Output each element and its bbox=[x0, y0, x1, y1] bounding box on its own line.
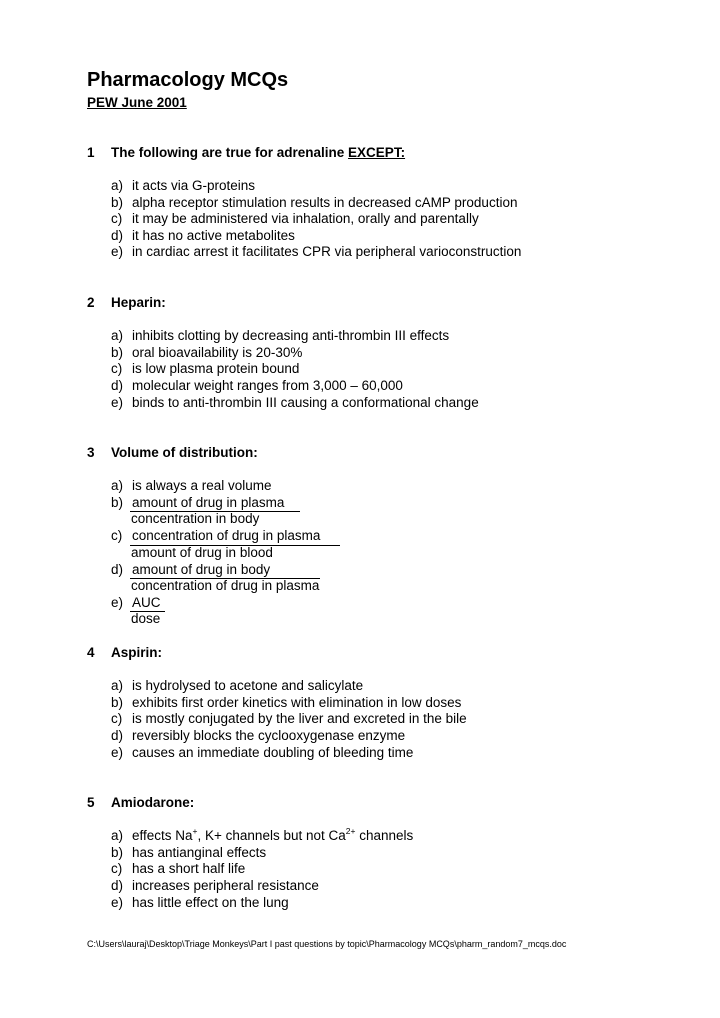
question-number: 2 bbox=[87, 295, 95, 310]
footer-file-path: C:\Users\lauraj\Desktop\Triage Monkeys\Part I past questions by topic\Pharmacology MCQs\pharm_random7_mcqs.doc bbox=[87, 939, 567, 949]
option-letter: e) bbox=[111, 244, 124, 259]
fraction-denominator: concentration of drug in plasma bbox=[131, 578, 320, 593]
option-d bbox=[111, 878, 319, 893]
option-a bbox=[111, 828, 413, 843]
option-letter: d) bbox=[111, 878, 124, 893]
fraction-denominator: concentration in body bbox=[131, 511, 260, 526]
option-text: exhibits first order kinetics with elimination in low doses bbox=[132, 695, 462, 710]
fraction-numerator: amount of drug in plasma bbox=[132, 495, 285, 510]
option-text-part: effects Na bbox=[132, 828, 193, 843]
option-letter: d) bbox=[111, 378, 124, 393]
question-number: 5 bbox=[87, 795, 95, 810]
option-letter: a) bbox=[111, 678, 124, 693]
option-a bbox=[111, 178, 255, 193]
option-letter: c) bbox=[111, 211, 123, 226]
option-letter: c) bbox=[111, 861, 123, 876]
option-text: it may be administered via inhalation, orally and parentally bbox=[132, 211, 479, 226]
option-text: has antianginal effects bbox=[132, 845, 267, 860]
option-letter: a) bbox=[111, 828, 124, 843]
option-letter: b) bbox=[111, 345, 124, 360]
option-text: oral bioavailability is 20-30% bbox=[132, 345, 303, 360]
fraction-numerator: amount of drug in body bbox=[132, 562, 271, 577]
option-letter: a) bbox=[111, 478, 124, 493]
question-text: Amiodarone: bbox=[111, 795, 195, 810]
option-text: has a short half life bbox=[132, 861, 246, 876]
option-letter: b) bbox=[111, 845, 124, 860]
question-number: 3 bbox=[87, 445, 95, 460]
question-text: The following are true for adrenaline bbox=[111, 145, 349, 160]
option-text-part: channels bbox=[355, 828, 414, 843]
superscript: 2+ bbox=[345, 826, 356, 836]
option-e bbox=[111, 745, 413, 760]
option-letter: c) bbox=[111, 711, 123, 726]
question-number: 4 bbox=[87, 645, 95, 660]
option-a bbox=[111, 678, 363, 693]
page-subtitle: PEW June 2001 bbox=[87, 95, 187, 110]
question-emphasis: EXCEPT: bbox=[348, 145, 406, 160]
option-b bbox=[111, 845, 266, 860]
option-letter: e) bbox=[111, 895, 124, 910]
question-text: Aspirin: bbox=[111, 645, 163, 660]
option-d bbox=[111, 728, 405, 743]
option-letter: b) bbox=[111, 695, 124, 710]
option-text: reversibly blocks the cyclooxygenase enzyme bbox=[132, 728, 406, 743]
superscript: + bbox=[192, 826, 198, 836]
option-text-part: , K+ channels but not Ca bbox=[197, 828, 346, 843]
option-c bbox=[111, 361, 299, 376]
fraction-numerator: concentration of drug in plasma bbox=[132, 528, 321, 543]
option-letter: d) bbox=[111, 728, 124, 743]
option-c bbox=[111, 711, 467, 726]
option-text: is low plasma protein bound bbox=[132, 361, 300, 376]
question-stem bbox=[111, 145, 405, 160]
option-b bbox=[111, 345, 302, 360]
option-text: in cardiac arrest it facilitates CPR via peripheral varioconstruction bbox=[132, 244, 522, 259]
option-e bbox=[111, 244, 521, 259]
option-letter: a) bbox=[111, 328, 124, 343]
option-b bbox=[111, 195, 517, 210]
option-b-letter: b) bbox=[111, 495, 124, 510]
option-text: is mostly conjugated by the liver and excreted in the bile bbox=[132, 711, 467, 726]
option-e bbox=[111, 395, 479, 410]
option-d bbox=[111, 378, 403, 393]
option-text: molecular weight ranges from 3,000 – 60,000 bbox=[132, 378, 403, 393]
option-text: inhibits clotting by decreasing anti-thrombin III effects bbox=[132, 328, 450, 343]
option-d bbox=[111, 228, 295, 243]
option-e-letter: e) bbox=[111, 595, 124, 610]
option-text: is hydrolysed to acetone and salicylate bbox=[132, 678, 364, 693]
fraction-numerator: AUC bbox=[132, 595, 161, 610]
option-a bbox=[111, 328, 449, 343]
option-text: has little effect on the lung bbox=[132, 895, 289, 910]
option-c bbox=[111, 211, 479, 226]
option-a bbox=[111, 478, 272, 493]
option-letter: e) bbox=[111, 395, 124, 410]
fraction-denominator: amount of drug in blood bbox=[131, 545, 273, 560]
fraction-denominator: dose bbox=[131, 611, 161, 626]
option-c-letter: c) bbox=[111, 528, 123, 543]
option-text: binds to anti-thrombin III causing a conformational change bbox=[132, 395, 479, 410]
question-text: Heparin: bbox=[111, 295, 166, 310]
option-e bbox=[111, 895, 289, 910]
option-text: alpha receptor stimulation results in decreased cAMP production bbox=[132, 195, 518, 210]
option-d-letter: d) bbox=[111, 562, 124, 577]
page-title: Pharmacology MCQs bbox=[87, 69, 289, 91]
option-text: it acts via G-proteins bbox=[132, 178, 256, 193]
option-letter: a) bbox=[111, 178, 124, 193]
option-c bbox=[111, 861, 245, 876]
question-number: 1 bbox=[87, 145, 95, 160]
option-letter: d) bbox=[111, 228, 124, 243]
option-letter: b) bbox=[111, 195, 124, 210]
question-text: Volume of distribution: bbox=[111, 445, 258, 460]
option-text: it has no active metabolites bbox=[132, 228, 295, 243]
option-text: increases peripheral resistance bbox=[132, 878, 319, 893]
option-text: causes an immediate doubling of bleeding time bbox=[132, 745, 414, 760]
option-letter: c) bbox=[111, 361, 123, 376]
option-letter: e) bbox=[111, 745, 124, 760]
option-b bbox=[111, 695, 461, 710]
option-text: is always a real volume bbox=[132, 478, 272, 493]
